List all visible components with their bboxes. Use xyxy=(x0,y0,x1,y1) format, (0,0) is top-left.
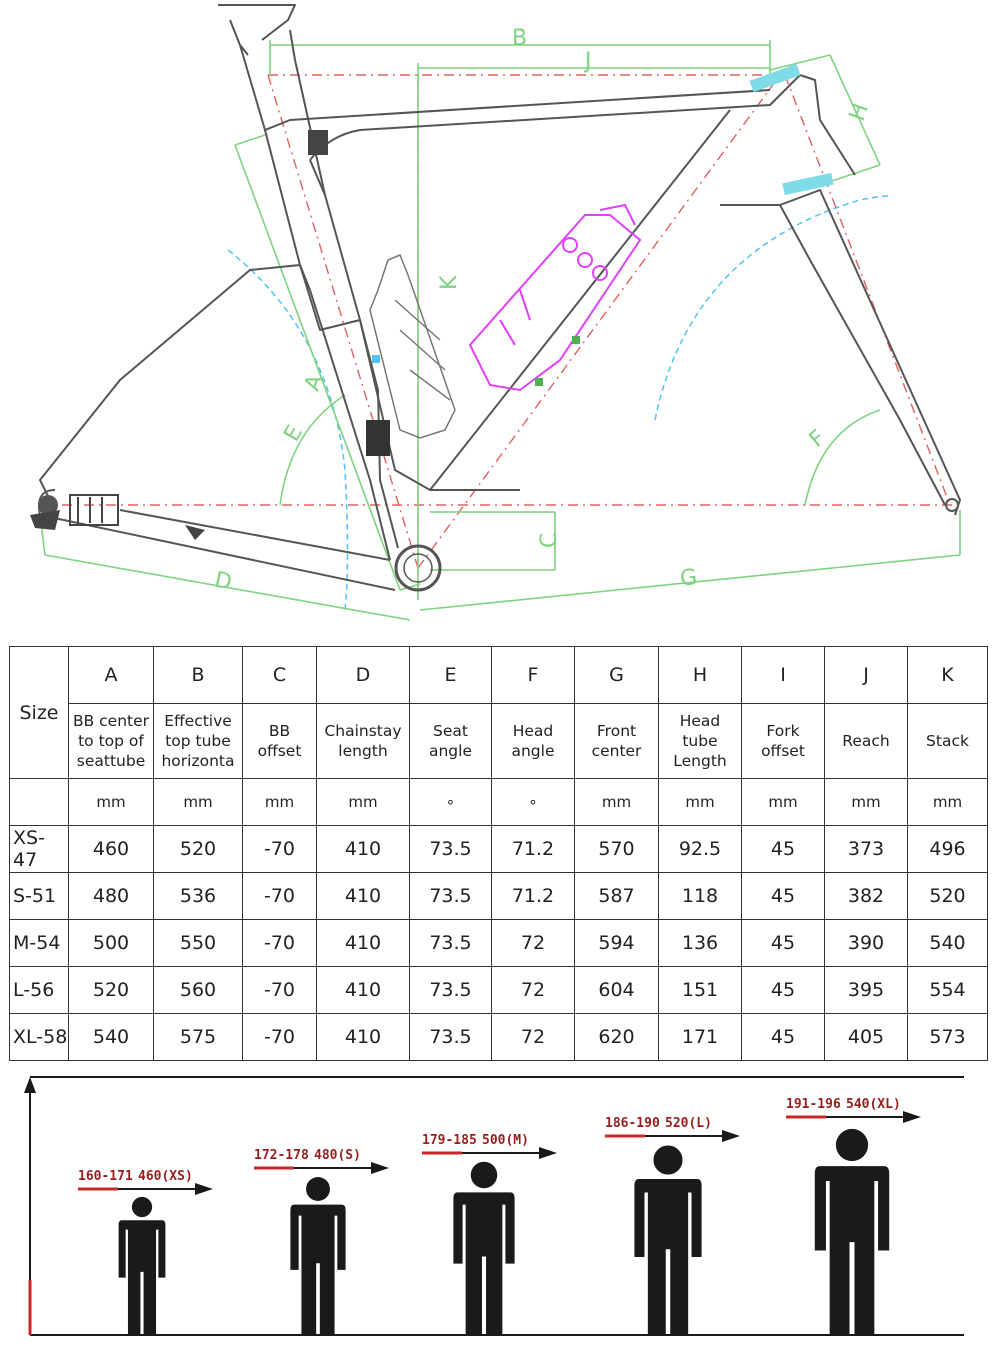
table-cell: 136 xyxy=(659,920,742,967)
dim-label-b: B xyxy=(512,26,528,51)
dim-label-f: F xyxy=(804,425,831,453)
table-cell: 410 xyxy=(317,873,410,920)
column-letter-i: I xyxy=(742,647,825,704)
table-cell: 604 xyxy=(575,967,659,1014)
table-cell: 45 xyxy=(742,826,825,873)
rider-height-guide xyxy=(0,1065,994,1343)
dim-label-d: D xyxy=(212,567,235,596)
table-cell: 500 xyxy=(69,920,154,967)
table-row xyxy=(10,826,988,873)
headset-bottom-accent xyxy=(782,173,833,195)
rider-figure-icon xyxy=(290,1177,345,1335)
column-unit-k: mm xyxy=(908,779,988,826)
frame-outline xyxy=(39,5,960,590)
size-cell: L-56 xyxy=(10,967,69,1014)
column-label-line: Effective xyxy=(164,712,232,730)
column-label-h xyxy=(659,704,742,779)
column-label-line: angle xyxy=(511,742,555,760)
rider-figure-icon xyxy=(119,1197,166,1335)
table-row xyxy=(10,967,988,1014)
dim-label-k: K xyxy=(437,275,462,290)
column-label-line: Reach xyxy=(842,732,890,750)
table-cell: 410 xyxy=(317,1014,410,1061)
column-label-line: to top of xyxy=(78,732,144,750)
column-label-line: offset xyxy=(761,742,805,760)
table-cell: 73.5 xyxy=(410,967,492,1014)
table-cell: 570 xyxy=(575,826,659,873)
column-unit-row xyxy=(10,779,988,826)
table-cell: 45 xyxy=(742,1014,825,1061)
rider-height-svg xyxy=(0,1065,994,1343)
down-tube-bottle xyxy=(470,205,640,390)
column-letter-g: G xyxy=(575,647,659,704)
table-cell: 118 xyxy=(659,873,742,920)
front-derailleur-mount xyxy=(308,130,328,155)
column-label-line: Chainstay xyxy=(324,722,402,740)
column-unit-d: mm xyxy=(317,779,410,826)
column-label-line: Length xyxy=(673,752,727,770)
table-cell: 460 xyxy=(69,826,154,873)
column-label-line: offset xyxy=(257,742,302,760)
arrow-icon xyxy=(539,1147,557,1159)
table-cell: 520 xyxy=(908,873,988,920)
column-label-b xyxy=(154,704,243,779)
column-label-line: BB xyxy=(268,722,291,740)
table-cell: 73.5 xyxy=(410,826,492,873)
column-label-line: BB center xyxy=(72,712,150,730)
table-cell: 575 xyxy=(154,1014,243,1061)
column-label-line: Head xyxy=(512,722,554,740)
dim-label-h: H xyxy=(844,100,875,125)
table-cell: 151 xyxy=(659,967,742,1014)
geometry-table xyxy=(9,646,988,1061)
height-range-label: 172-178 xyxy=(254,1148,309,1163)
table-cell: 550 xyxy=(154,920,243,967)
table-cell: -70 xyxy=(243,967,317,1014)
height-entry xyxy=(605,1116,740,1335)
height-range-label: 160-171 xyxy=(78,1169,133,1184)
frame-size-label: 480(S) xyxy=(314,1148,361,1163)
size-cell: M-54 xyxy=(10,920,69,967)
column-label-f xyxy=(492,704,575,779)
table-cell: 410 xyxy=(317,920,410,967)
column-letter-a: A xyxy=(69,647,154,704)
column-letter-row xyxy=(10,647,988,704)
height-entry xyxy=(422,1133,557,1335)
table-cell: 72 xyxy=(492,967,575,1014)
column-label-line: Head xyxy=(679,712,721,730)
column-label-line: seattube xyxy=(76,752,146,770)
column-label-k xyxy=(908,704,988,779)
size-cell: XS-47 xyxy=(10,826,69,873)
column-label-line: Front xyxy=(596,722,637,740)
column-letter-c: C xyxy=(243,647,317,704)
table-row xyxy=(10,1014,988,1061)
frame-geometry-diagram xyxy=(0,0,994,630)
size-header: Size xyxy=(10,647,69,779)
column-label-i xyxy=(742,704,825,779)
table-cell: 73.5 xyxy=(410,920,492,967)
column-letter-h: H xyxy=(659,647,742,704)
table-cell: 496 xyxy=(908,826,988,873)
table-cell: 71.2 xyxy=(492,873,575,920)
column-label-line: top tube xyxy=(165,732,231,750)
table-cell: 395 xyxy=(825,967,908,1014)
frame-size-label: 500(M) xyxy=(482,1133,529,1148)
column-unit-c: mm xyxy=(243,779,317,826)
table-cell: 410 xyxy=(317,967,410,1014)
table-cell: 560 xyxy=(154,967,243,1014)
table-cell: 45 xyxy=(742,967,825,1014)
column-label-g xyxy=(575,704,659,779)
table-cell: 540 xyxy=(908,920,988,967)
rider-figure-icon xyxy=(453,1162,514,1335)
height-range-label: 186-190 xyxy=(605,1116,660,1131)
column-label-line: Fork xyxy=(766,722,800,740)
frame-diagram-svg xyxy=(0,0,994,630)
column-letter-d: D xyxy=(317,647,410,704)
table-cell: 520 xyxy=(154,826,243,873)
height-range-label: 191-196 xyxy=(786,1097,841,1112)
column-label-line: length xyxy=(338,742,388,760)
table-cell: -70 xyxy=(243,873,317,920)
column-label-j xyxy=(825,704,908,779)
column-unit-h: mm xyxy=(659,779,742,826)
table-cell: 410 xyxy=(317,826,410,873)
table-cell: 382 xyxy=(825,873,908,920)
dim-label-j: J xyxy=(585,49,592,74)
height-range-label: 179-185 xyxy=(422,1133,477,1148)
table-cell: 73.5 xyxy=(410,1014,492,1061)
table-cell: 480 xyxy=(69,873,154,920)
column-letter-e: E xyxy=(410,647,492,704)
column-label-line: angle xyxy=(428,742,472,760)
column-label-c xyxy=(243,704,317,779)
seat-clamp-detail xyxy=(366,420,390,456)
column-label-line: tube xyxy=(682,732,718,750)
dim-label-c: C xyxy=(537,532,562,548)
column-letter-j: J xyxy=(825,647,908,704)
front-wheel-arc xyxy=(655,196,890,420)
unit-spacer xyxy=(10,779,69,826)
rider-figure-icon xyxy=(815,1129,889,1335)
arrow-icon xyxy=(722,1130,740,1142)
table-cell: 45 xyxy=(742,873,825,920)
table-cell: 171 xyxy=(659,1014,742,1061)
table-cell: 554 xyxy=(908,967,988,1014)
table-cell: 72 xyxy=(492,920,575,967)
table-cell: 405 xyxy=(825,1014,908,1061)
table-cell: 72 xyxy=(492,1014,575,1061)
table-cell: -70 xyxy=(243,920,317,967)
table-row xyxy=(10,873,988,920)
column-letter-f: F xyxy=(492,647,575,704)
frame-size-label: 520(L) xyxy=(665,1116,712,1131)
column-unit-f: ∘ xyxy=(492,779,575,826)
dim-label-a: A xyxy=(299,371,329,395)
size-cell: S-51 xyxy=(10,873,69,920)
table-cell: 594 xyxy=(575,920,659,967)
table-cell: 45 xyxy=(742,920,825,967)
table-cell: 536 xyxy=(154,873,243,920)
column-unit-i: mm xyxy=(742,779,825,826)
column-unit-b: mm xyxy=(154,779,243,826)
height-entry xyxy=(78,1169,213,1335)
column-label-line: center xyxy=(591,742,642,760)
table-cell: 587 xyxy=(575,873,659,920)
table-cell: 73.5 xyxy=(410,873,492,920)
dim-label-e: E xyxy=(279,421,309,446)
geometry-table-body xyxy=(10,647,988,1061)
column-label-d xyxy=(317,704,410,779)
table-cell: 71.2 xyxy=(492,826,575,873)
column-label-a xyxy=(69,704,154,779)
height-entry xyxy=(254,1148,389,1335)
table-row xyxy=(10,920,988,967)
table-cell: 390 xyxy=(825,920,908,967)
column-label-line: Seat xyxy=(433,722,468,740)
table-cell: 540 xyxy=(69,1014,154,1061)
table-cell: 92.5 xyxy=(659,826,742,873)
axis-arrow-head xyxy=(24,1077,36,1093)
column-unit-g: mm xyxy=(575,779,659,826)
size-cell: XL-58 xyxy=(10,1014,69,1061)
table-cell: -70 xyxy=(243,1014,317,1061)
column-label-line: horizonta xyxy=(161,752,235,770)
height-entry xyxy=(786,1097,921,1335)
table-cell: 620 xyxy=(575,1014,659,1061)
column-label-row xyxy=(10,704,988,779)
column-label-line: Stack xyxy=(926,732,969,750)
frame-size-label: 540(XL) xyxy=(846,1097,901,1112)
table-cell: 573 xyxy=(908,1014,988,1061)
column-unit-a: mm xyxy=(69,779,154,826)
table-cell: -70 xyxy=(243,826,317,873)
column-letter-b: B xyxy=(154,647,243,704)
column-label-e xyxy=(410,704,492,779)
arrow-icon xyxy=(195,1183,213,1195)
table-cell: 373 xyxy=(825,826,908,873)
column-unit-j: mm xyxy=(825,779,908,826)
column-letter-k: K xyxy=(908,647,988,704)
rear-dropout xyxy=(30,495,205,540)
dim-label-g: G xyxy=(678,565,699,592)
column-unit-e: ∘ xyxy=(410,779,492,826)
arrow-icon xyxy=(903,1111,921,1123)
rider-figure-icon xyxy=(634,1145,701,1335)
frame-size-label: 460(XS) xyxy=(138,1169,193,1184)
arrow-icon xyxy=(371,1162,389,1174)
table-cell: 520 xyxy=(69,967,154,1014)
